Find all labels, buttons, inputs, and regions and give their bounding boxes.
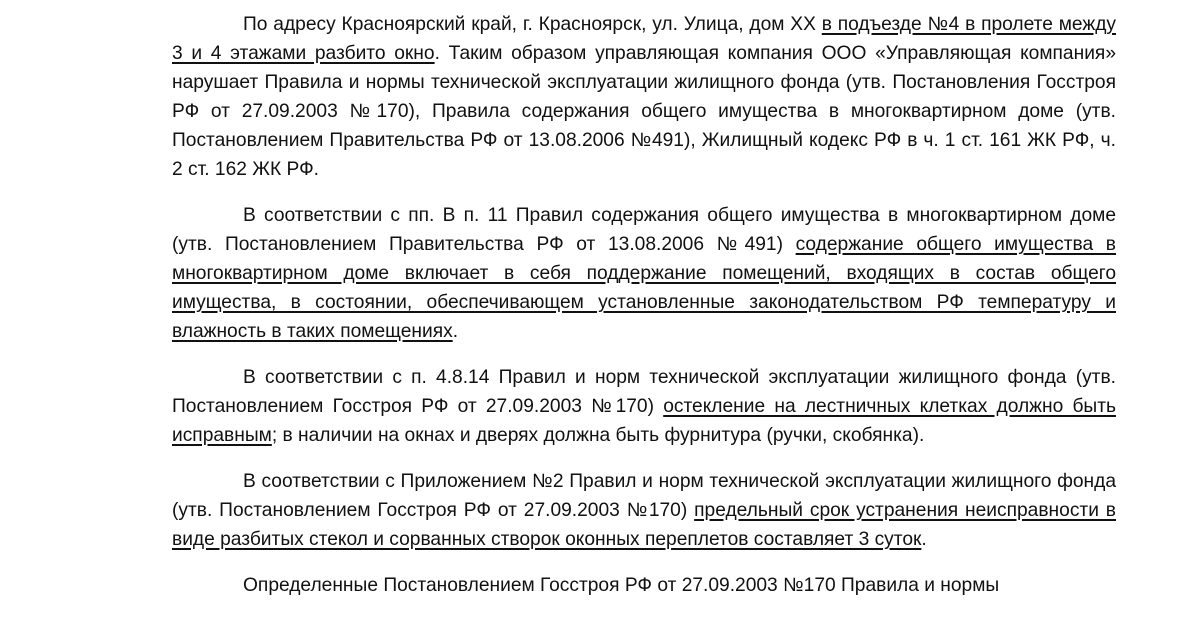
paragraph-common-property-rules — [172, 201, 1116, 346]
paragraph-text: По адресу Красноярский край, г. Красноярск, ул. Улица, дом ХХ — [243, 14, 822, 35]
paragraph-text: В соответствии с п. 4.8.14 Правил и норм технической эксплуатации жилищного фонда (утв. Постановлением Госстроя РФ от 27.09.2003 №170) — [172, 367, 1116, 417]
underlined-text: в подъезде №4 в пролете между 3 и 4 этажами разбито окно — [172, 14, 1117, 64]
document-body — [172, 10, 1116, 617]
paragraph-address-broken-window — [172, 10, 1116, 184]
paragraph-text: В соответствии с Приложением №2 Правил и норм технической эксплуатации жилищного фонда (утв. Постановлением Госстроя РФ от 27.09.2003 №170) — [172, 471, 1116, 521]
paragraph-text: . — [921, 529, 927, 550]
paragraph-text: ; в наличии на окнах и дверях должна быть фурнитура (ручки, скобянка). — [271, 425, 925, 446]
underlined-text: предельный срок устранения неисправности в виде разбитых стекол и сорванных створок оконных переплетов составляет 3 суток — [172, 500, 1116, 550]
paragraph-text: . — [452, 321, 459, 342]
paragraph-continuation — [172, 571, 1116, 600]
paragraph-text: . Таким образом управляющая компания ООО «Управляющая компания» нарушает Правила и нормы технической эксплуатации жилищного фонда (утв. Постановления Госстроя РФ от 27.09.2003 №170), Правила содержания общего имущества в многоквартирном доме (утв. Постановлением Правительства РФ от 13.08.2006 №491), Жилищный кодекс РФ в ч. 1 ст. 161 ЖК РФ, ч. 2 ст. 162 ЖК РФ. — [172, 43, 1116, 180]
paragraph-text: Определенные Постановлением Госстроя РФ от 27.09.2003 №170 Правила и нормы — [243, 575, 1000, 596]
underlined-text: остекление на лестничных клетках должно быть исправным — [172, 396, 1117, 446]
underlined-text: содержание общего имущества в многоквартирном доме включает в себя поддержание помещений, входящих в состав общего имущества, в состоянии, обеспечивающем установленные законодательством РФ температуру и влажность в таких помещениях — [172, 234, 1116, 342]
paragraph-glazing-requirement — [172, 363, 1116, 450]
paragraph-repair-deadline — [172, 467, 1116, 554]
paragraph-text: В соответствии с пп. В п. 11 Правил содержания общего имущества в многоквартирном доме (утв. Постановлением Правительства РФ от 13.08.2006 №491) — [172, 205, 1116, 255]
